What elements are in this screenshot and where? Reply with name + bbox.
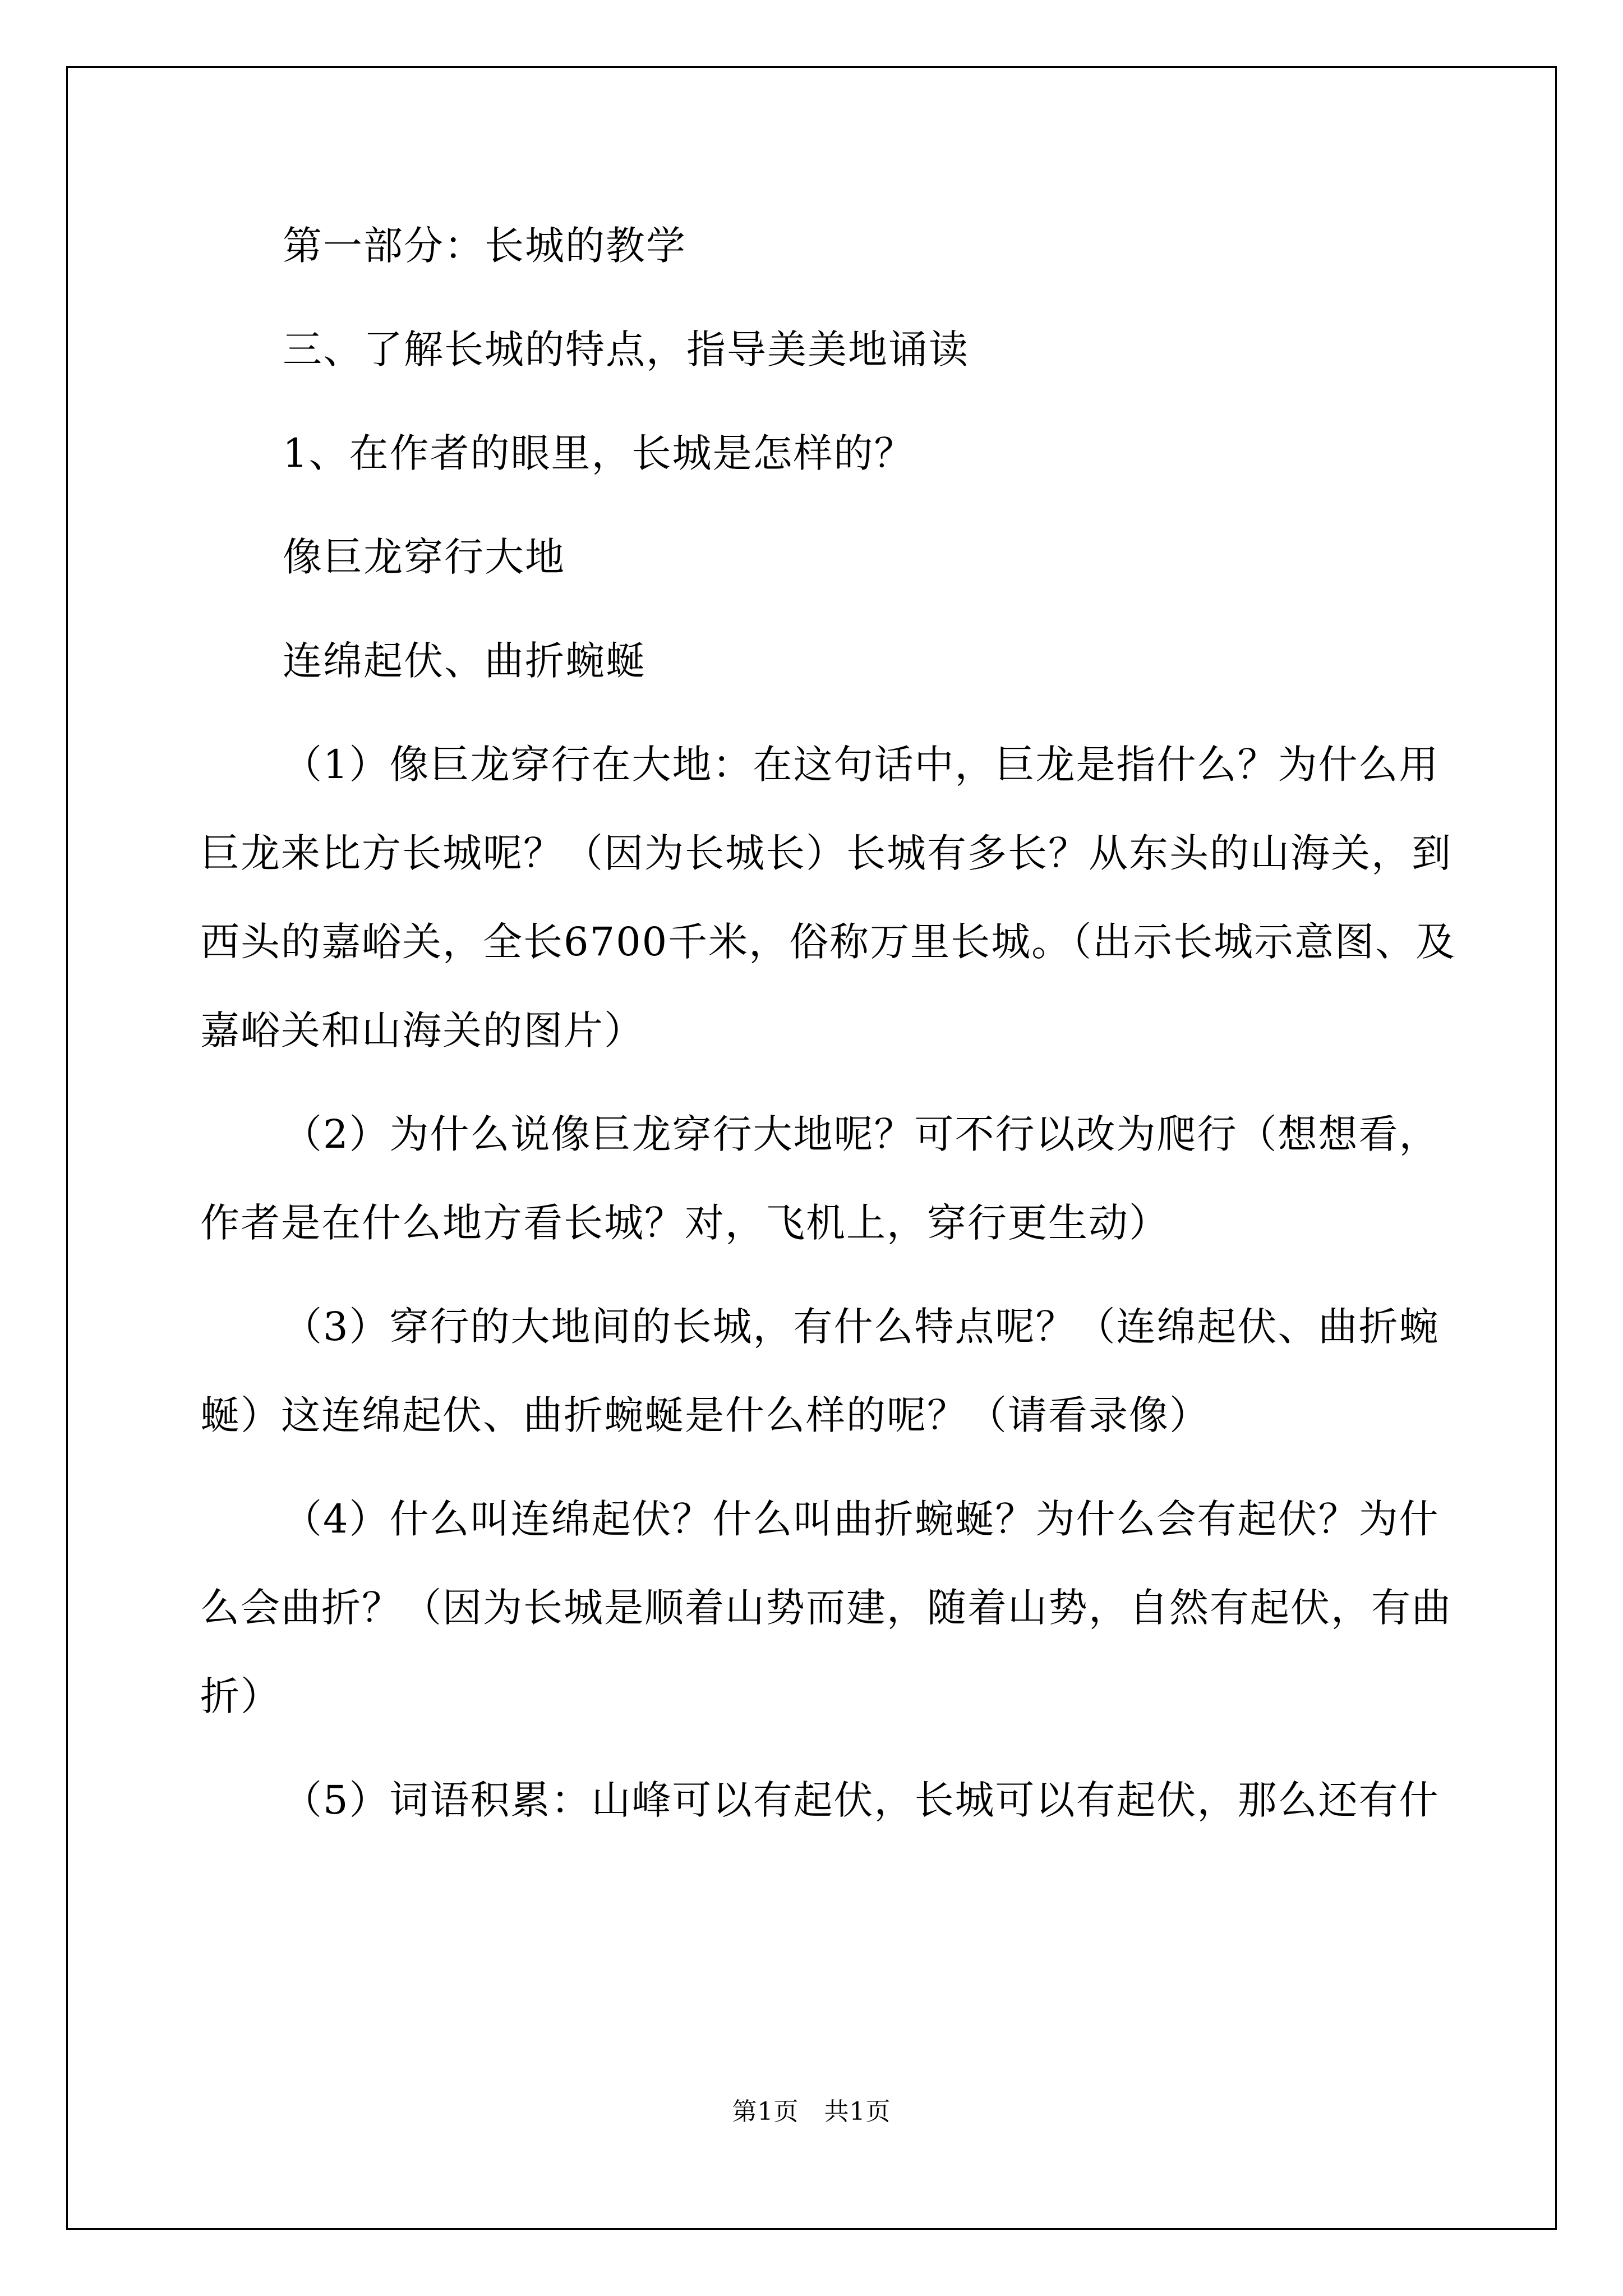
- paragraph-item-5: （5）词语积累：山峰可以有起伏，长城可以有起伏，那么还有什: [283, 1777, 1440, 1823]
- page-footer: 第1页 共1页: [732, 2097, 891, 2126]
- paragraph-item-3: （3）穿行的大地间的长城，有什么特点呢？（连绵起伏、曲折蜿蜒）这连绵起伏、曲折蜿蜒是什么样的呢？（请看录像）: [200, 1304, 1440, 1438]
- paragraph-item-4: （4）什么叫连绵起伏？什么叫曲折蜿蜒？为什么会有起伏？为什么会曲折？（因为长城是顺着山势而建，随着山势，自然有起伏，有曲折）: [200, 1496, 1452, 1719]
- answer-line-2: 连绵起伏、曲折蜿蜒: [283, 638, 646, 684]
- answer-line-1: 像巨龙穿行大地: [283, 534, 565, 580]
- subsection-heading: 三、了解长城的特点，指导美美地诵读: [283, 326, 969, 372]
- section-heading: 第一部分：长城的教学: [283, 223, 686, 269]
- question-1: 1、在作者的眼里，长城是怎样的？: [283, 430, 915, 476]
- paragraph-item-1: （1）像巨龙穿行在大地：在这句话中，巨龙是指什么？为什么用巨龙来比方长城呢？（因为长城长）长城有多长？从东头的山海关，到西头的嘉峪关，全长6700千米，俗称万里长城。（出示长城示意图、及嘉峪关和山海关的图片）: [200, 742, 1456, 1053]
- paragraph-item-2: （2）为什么说像巨龙穿行大地呢？可不行以改为爬行（想想看，作者是在什么地方看长城？对，飞机上，穿行更生动）: [200, 1111, 1440, 1246]
- document-body: [200, 218, 1479, 1876]
